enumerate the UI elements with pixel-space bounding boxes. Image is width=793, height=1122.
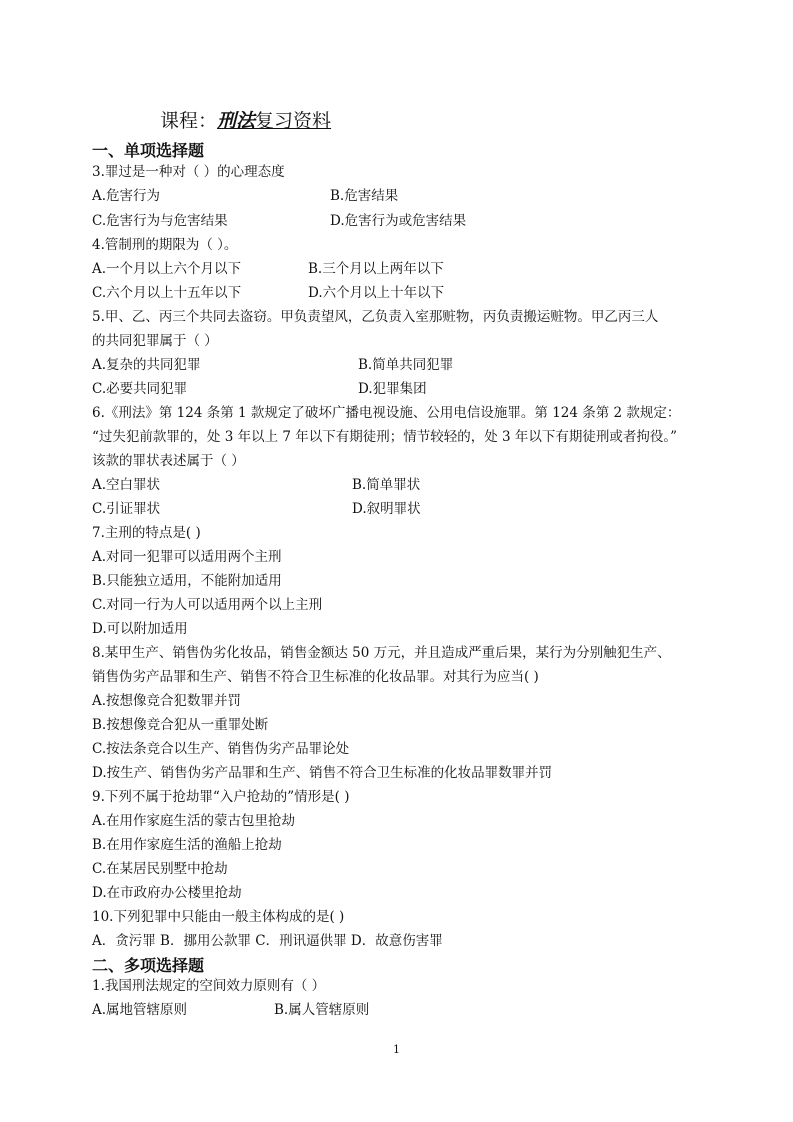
q7-option-a: A.对同一犯罪可以适用两个主刑	[92, 549, 282, 565]
title-suffix: 复习资料	[255, 110, 332, 132]
q8-option-a: A.按想像竞合犯数罪并罚	[92, 693, 242, 709]
q6-stem-line1: 6.《刑法》第 124 条第 1 款规定了破坏广播电视设施、公用电信设施罪。第 124 条第 2 款规定：	[92, 405, 681, 421]
m1-option-row	[92, 1001, 370, 1019]
q3-option-d: D.危害行为或危害结果	[330, 213, 467, 229]
q6-option-d: D.叙明罪状	[352, 501, 421, 517]
q8-option-c: C.按法条竞合以生产、销售伪劣产品罪论处	[92, 741, 350, 757]
section-heading-multiple: 二、多项选择题	[92, 956, 205, 975]
q5-option-a: A.复杂的共同犯罪	[92, 357, 201, 373]
q8-option-d: D.按生产、销售伪劣产品罪和生产、销售不符合卫生标准的化妆品罪数罪并罚	[92, 765, 553, 781]
section-heading-single: 一、单项选择题	[92, 141, 205, 160]
q9-option-c: C.在某居民别墅中抢劫	[92, 861, 228, 877]
q5-stem-line1: 5.甲、乙、丙三个共同去盗窃。甲负责望风，乙负责入室那赃物，丙负责搬运赃物。甲乙丙三人	[92, 309, 659, 325]
q9-stem: 9.下列不属于抢劫罪“入户抢劫的”情形是( )	[92, 789, 350, 805]
q9-option-a: A.在用作家庭生活的蒙古包里抢劫	[92, 813, 296, 829]
q9-option-b: B.在用作家庭生活的渔船上抢劫	[92, 837, 282, 853]
q10-options: A．贪污罪 B．挪用公款罪 C．刑讯逼供罪 D．故意伤害罪	[92, 933, 443, 949]
q8-option-b: B.按想像竞合犯从一重罪处断	[92, 717, 269, 733]
q4-option-d: D.六个月以上十年以下	[308, 285, 445, 301]
q7-option-c: C.对同一行为人可以适用两个以上主刑	[92, 597, 323, 613]
title-course: 刑法	[217, 110, 256, 132]
q4-option-a: A.一个月以上六个月以下	[92, 261, 242, 277]
page-number: 1	[393, 1043, 400, 1056]
q5-option-b: B.简单共同犯罪	[358, 357, 454, 373]
q6-option-row	[92, 476, 421, 494]
q6-option-a: A.空白罪状	[92, 477, 161, 493]
q3-stem: 3.罪过是一种对（ ）的心理态度	[92, 164, 285, 180]
q3-option-a: A.危害行为	[92, 188, 161, 204]
q4-option-b: B.三个月以上两年以下	[308, 261, 444, 277]
q5-stem-line2: 的共同犯罪属于（ ）	[92, 333, 218, 349]
q8-stem-line2: 销售伪劣产品罪和生产、销售不符合卫生标准的化妆品罪。对其行为应当( )	[92, 669, 539, 685]
q3-option-row	[92, 187, 399, 205]
q7-option-b: B.只能独立适用，不能附加适用	[92, 573, 282, 589]
m1-option-a: A.属地管辖原则	[92, 1002, 188, 1018]
q6-option-c: C.引证罪状	[92, 501, 161, 517]
q8-stem-line1: 8.某甲生产、销售伪劣化妆品，销售金额达 50 万元，并且造成严重后果，某行为分别触犯生产、	[92, 645, 671, 661]
q6-stem-line2: “过失犯前款罪的，处 3 年以上 7 年以下有期徒刑；情节较轻的，处 3 年以下有期徒刑或者拘役。”	[92, 429, 678, 445]
q4-option-row	[92, 284, 445, 302]
q10-stem: 10.下列犯罪中只能由一般主体构成的是( )	[92, 909, 345, 925]
q7-stem: 7.主刑的特点是( )	[92, 525, 201, 541]
q4-stem: 4.管制刑的期限为（ ）。	[92, 237, 238, 253]
page-title	[160, 106, 331, 133]
q5-option-c: C.必要共同犯罪	[92, 381, 188, 397]
q5-option-row	[92, 356, 454, 374]
m1-option-b: B.属人管辖原则	[274, 1002, 370, 1018]
q7-option-d: D.可以附加适用	[92, 621, 188, 637]
m1-stem: 1.我国刑法规定的空间效力原则有（ ）	[92, 978, 326, 994]
q9-option-d: D.在市政府办公楼里抢劫	[92, 885, 242, 901]
q3-option-b: B.危害结果	[330, 188, 399, 204]
q3-option-c: C.危害行为与危害结果	[92, 213, 228, 229]
q5-option-d: D.犯罪集团	[358, 381, 427, 397]
q6-option-row	[92, 500, 421, 518]
title-prefix: 课程：	[160, 110, 218, 132]
q5-option-row	[92, 380, 427, 398]
q4-option-c: C.六个月以上十五年以下	[92, 285, 242, 301]
q4-option-row	[92, 260, 444, 278]
q6-stem-line3: 该款的罪状表述属于（ ）	[92, 453, 245, 469]
q3-option-row	[92, 212, 467, 230]
q6-option-b: B.简单罪状	[352, 477, 421, 493]
